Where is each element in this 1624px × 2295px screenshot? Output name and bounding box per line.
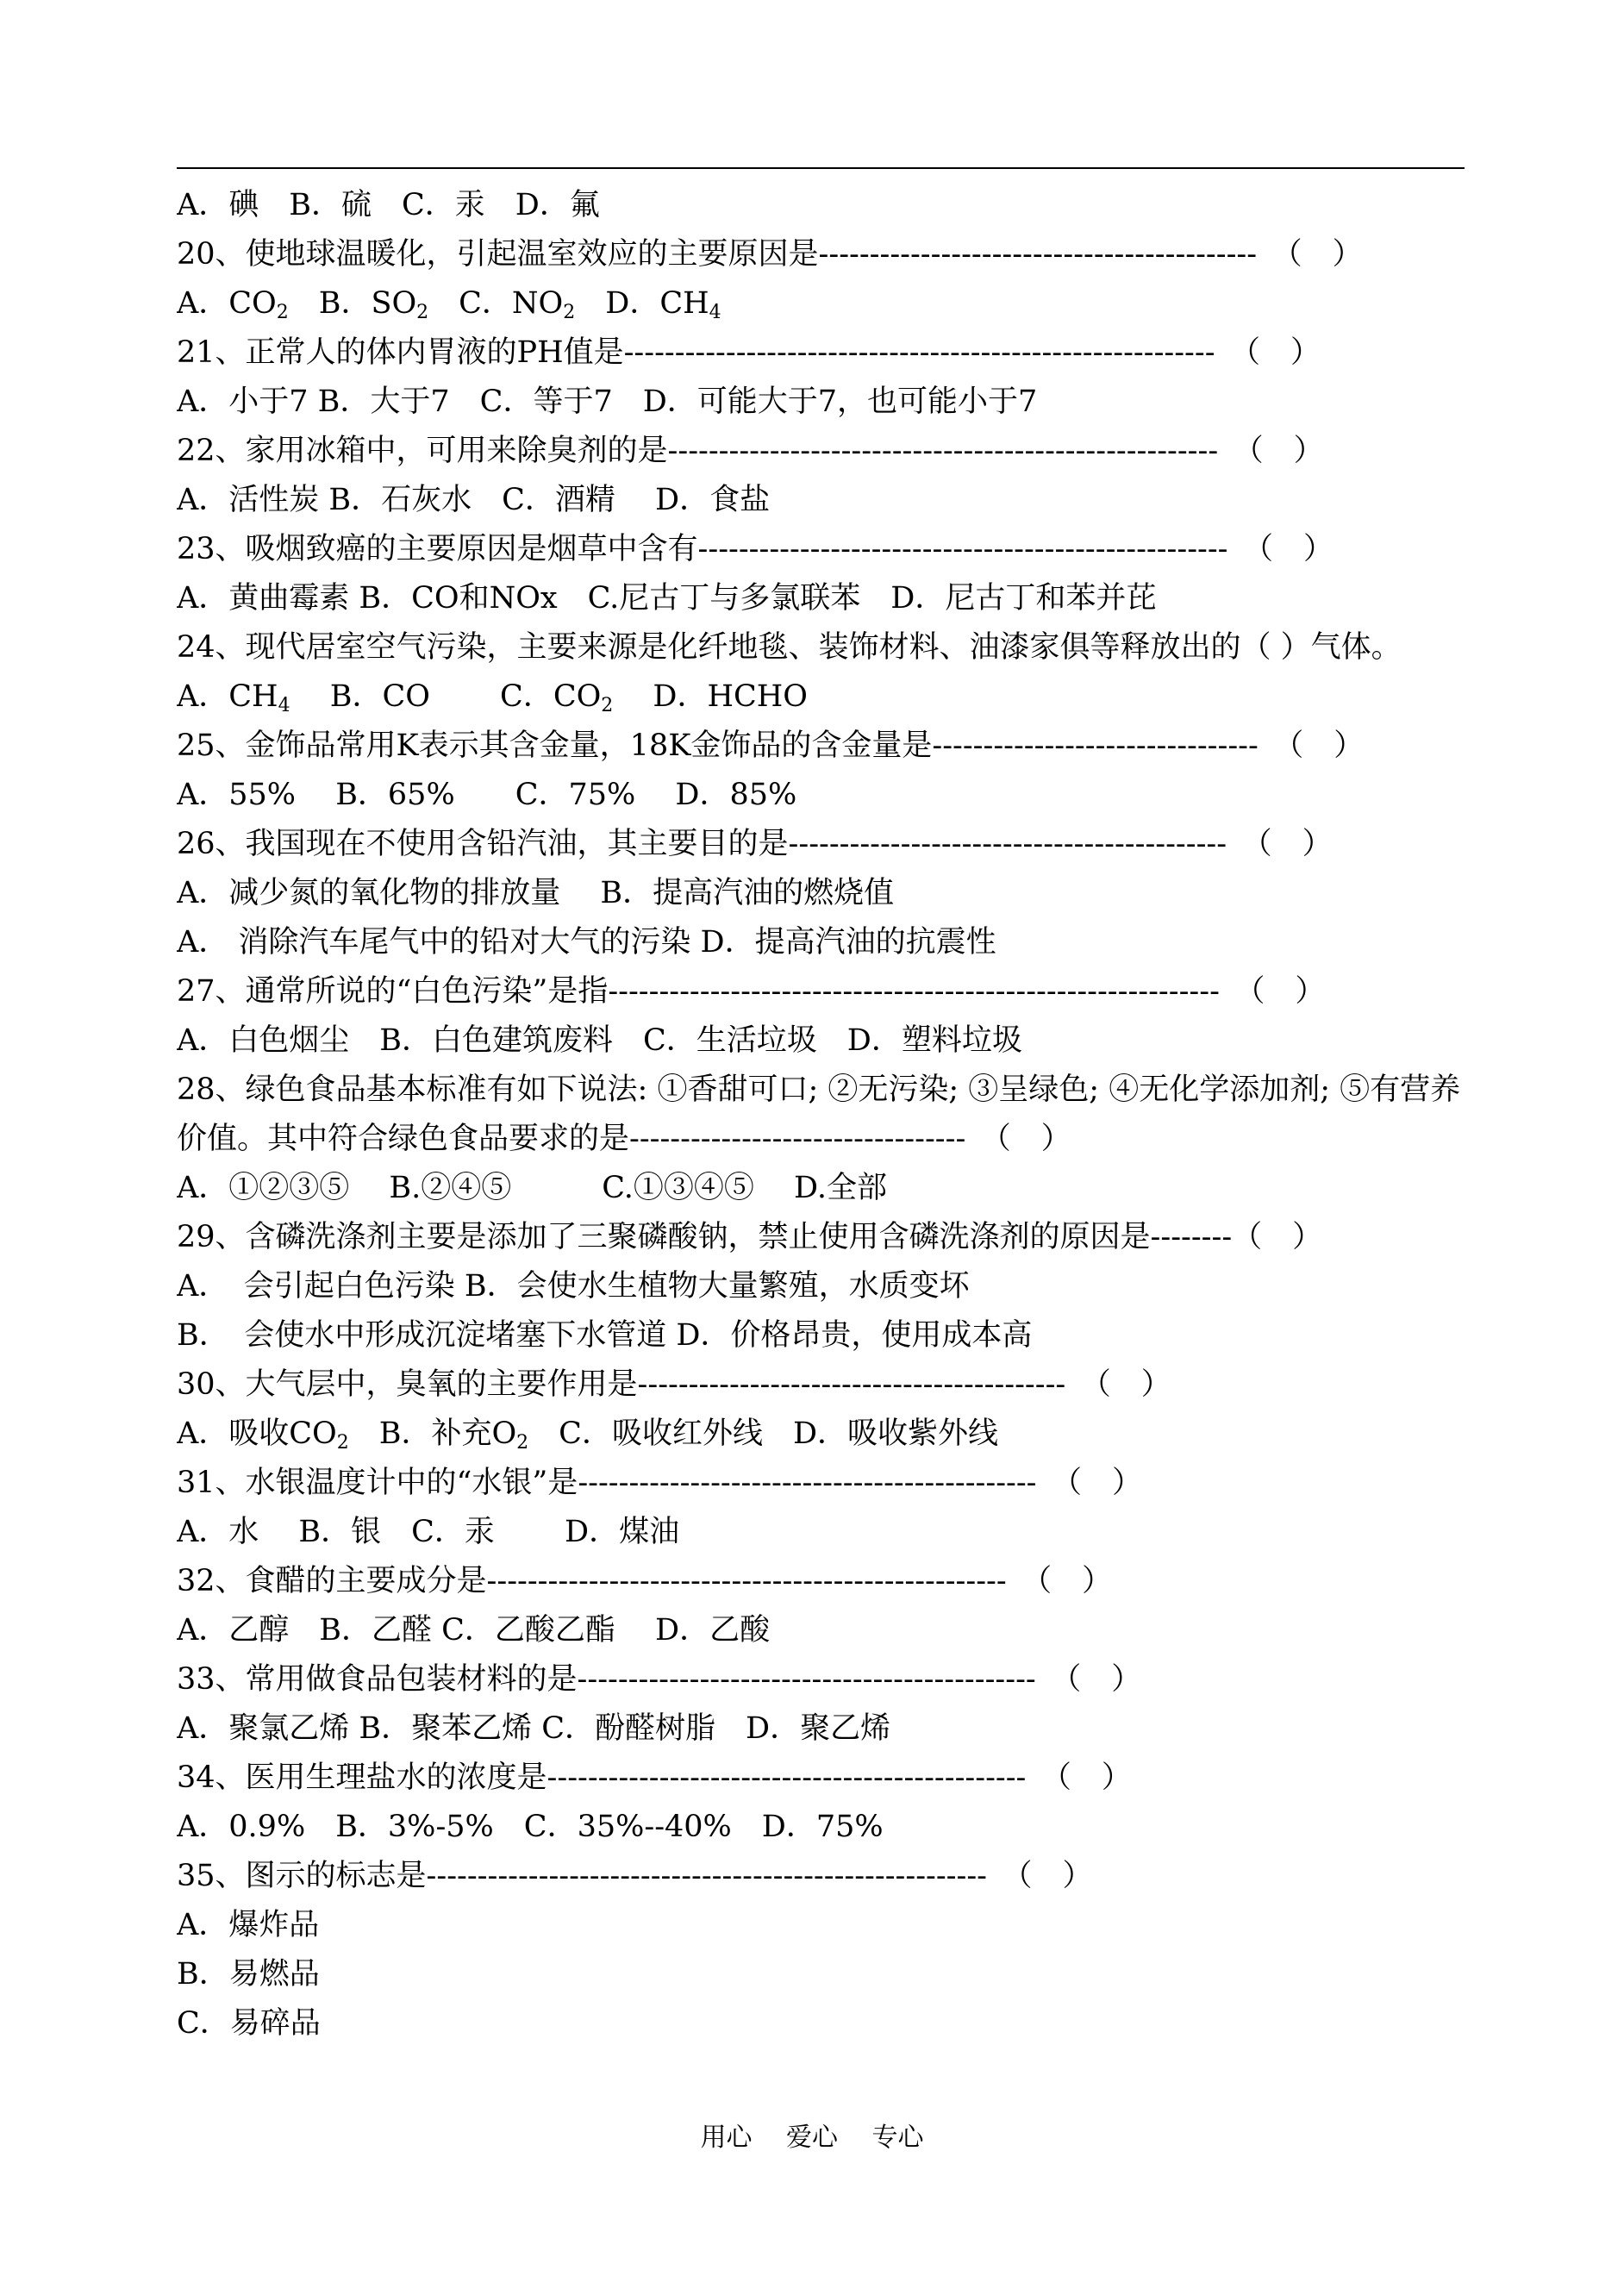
subscript: 4 [278,695,290,716]
text-line: 29、含磷洗涤剂主要是添加了三聚磷酸钠，禁止使用含磷洗涤剂的原因是--------（ ） [177,1220,1323,1254]
text-line [177,279,1465,328]
text-line: 28、绿色食品基本标准有如下说法: ①香甜可口; ②无污染; ③呈绿色; ④无化学添加剂; ⑤有营养价值。其中符合绿色食品要求的是--------------------------------- （ ） [177,1072,1461,1156]
text-segment: D．HCHO [613,679,809,714]
text-line [177,1410,1465,1459]
text-line: A．活性炭 B．石灰水 C．酒精 D．食盐 [177,483,771,517]
text-segment: B．CO C．CO [290,679,602,714]
text-line: 20、使地球温暖化，引起温室效应的主要原因是------------------------------------------- （ ） [177,237,1363,272]
text-segment: B．补充O [348,1416,517,1451]
page-footer: 用心 爱心 专心 [700,2123,924,2153]
text-line: A．小于7 B．大于7 C．等于7 D．可能大于7，也可能小于7 [177,385,1038,419]
text-line: 33、常用做食品包装材料的是--------------------------------------------- （ ） [177,1662,1142,1697]
text-line: 23、吸烟致癌的主要原因是烟草中含有---------------------------------------------------- （ ） [177,532,1334,566]
text-segment: A．CH [177,679,278,714]
text-line: A．碘 B．硫 C．汞 D．氟 [177,188,600,222]
subscript: 2 [563,302,576,323]
text-line: B．易燃品 [177,1957,320,1992]
text-line: A． 消除汽车尾气中的铅对大气的污染 D．提高汽油的抗震性 [177,925,996,960]
text-line: A．乙醇 B．乙醛 C．乙酸乙酯 D．乙酸 [177,1613,771,1648]
header-rule [177,167,1465,169]
text-line: B． 会使水中形成沉淀堵塞下水管道 D．价格昂贵，使用成本高 [177,1318,1033,1353]
text-line: 30、大气层中，臭氧的主要作用是------------------------------------------ （ ） [177,1367,1171,1402]
subscript: 2 [516,1432,529,1454]
question-list [177,181,1465,2048]
text-segment: D．CH [575,286,709,321]
subscript: 2 [336,1432,349,1454]
text-line: A． 会引起白色污染 B．会使水生植物大量繁殖，水质变坏 [177,1269,970,1304]
text-line: A．0.9% B．3%-5% C．35%--40% D．75% [177,1810,884,1844]
text-line: 21、正常人的体内胃液的PH值是---------------------------------------------------------- （ ） [177,335,1321,370]
text-line: A．爆炸品 [177,1908,320,1942]
text-line: C．易碎品 [177,2006,321,2041]
text-line: A．水 B．银 C．汞 D．煤油 [177,1515,680,1549]
text-line: 27、通常所说的“白色污染”是指------------------------------------------------------------ （ ） [177,974,1326,1009]
text-line: A．55% B．65% C．75% D．85% [177,778,797,812]
text-line: A．①②③⑤ B.②④⑤ C.①③④⑤ D.全部 [177,1171,887,1205]
subscript: 2 [601,695,614,716]
subscript: 2 [416,302,429,323]
text-line: 31、水银温度计中的“水银”是--------------------------------------------- （ ） [177,1466,1143,1500]
text-segment: B．SO [288,286,417,321]
text-segment: C．吸收红外线 D．吸收紫外线 [528,1416,999,1451]
text-line: A．减少氮的氧化物的排放量 B．提高汽油的燃烧值 [177,876,895,910]
subscript: 2 [276,302,289,323]
text-line: 22、家用冰箱中，可用来除臭剂的是------------------------------------------------------ （ ） [177,434,1324,468]
text-line: 24、现代居室空气污染，主要来源是化纤地毯、装饰材料、油漆家俱等释放出的（ ）气体。 [177,630,1402,665]
text-segment: A．吸收CO [177,1416,337,1451]
text-line: 35、图示的标志是------------------------------------------------------- （ ） [177,1859,1093,1893]
text-line: 25、金饰品常用K表示其含金量，18K金饰品的含金量是-------------------------------- （ ） [177,729,1365,763]
text-line: 34、医用生理盐水的浓度是----------------------------------------------- （ ） [177,1760,1132,1795]
text-line: 26、我国现在不使用含铅汽油，其主要目的是------------------------------------------- （ ） [177,827,1333,861]
subscript: 4 [709,302,721,323]
text-line: 32、食醋的主要成分是--------------------------------------------------- （ ） [177,1564,1113,1598]
text-segment: A．CO [177,286,277,321]
text-line: A．聚氯乙烯 B．聚苯乙烯 C．酚醛树脂 D．聚乙烯 [177,1711,891,1746]
text-line: A．黄曲霉素 B．CO和NOx C.尼古丁与多氯联苯 D．尼古丁和苯并芘 [177,581,1157,616]
text-line [177,672,1465,722]
text-line: A．白色烟尘 B．白色建筑废料 C．生活垃圾 D．塑料垃圾 [177,1023,1022,1058]
text-segment: C．NO [428,286,564,321]
